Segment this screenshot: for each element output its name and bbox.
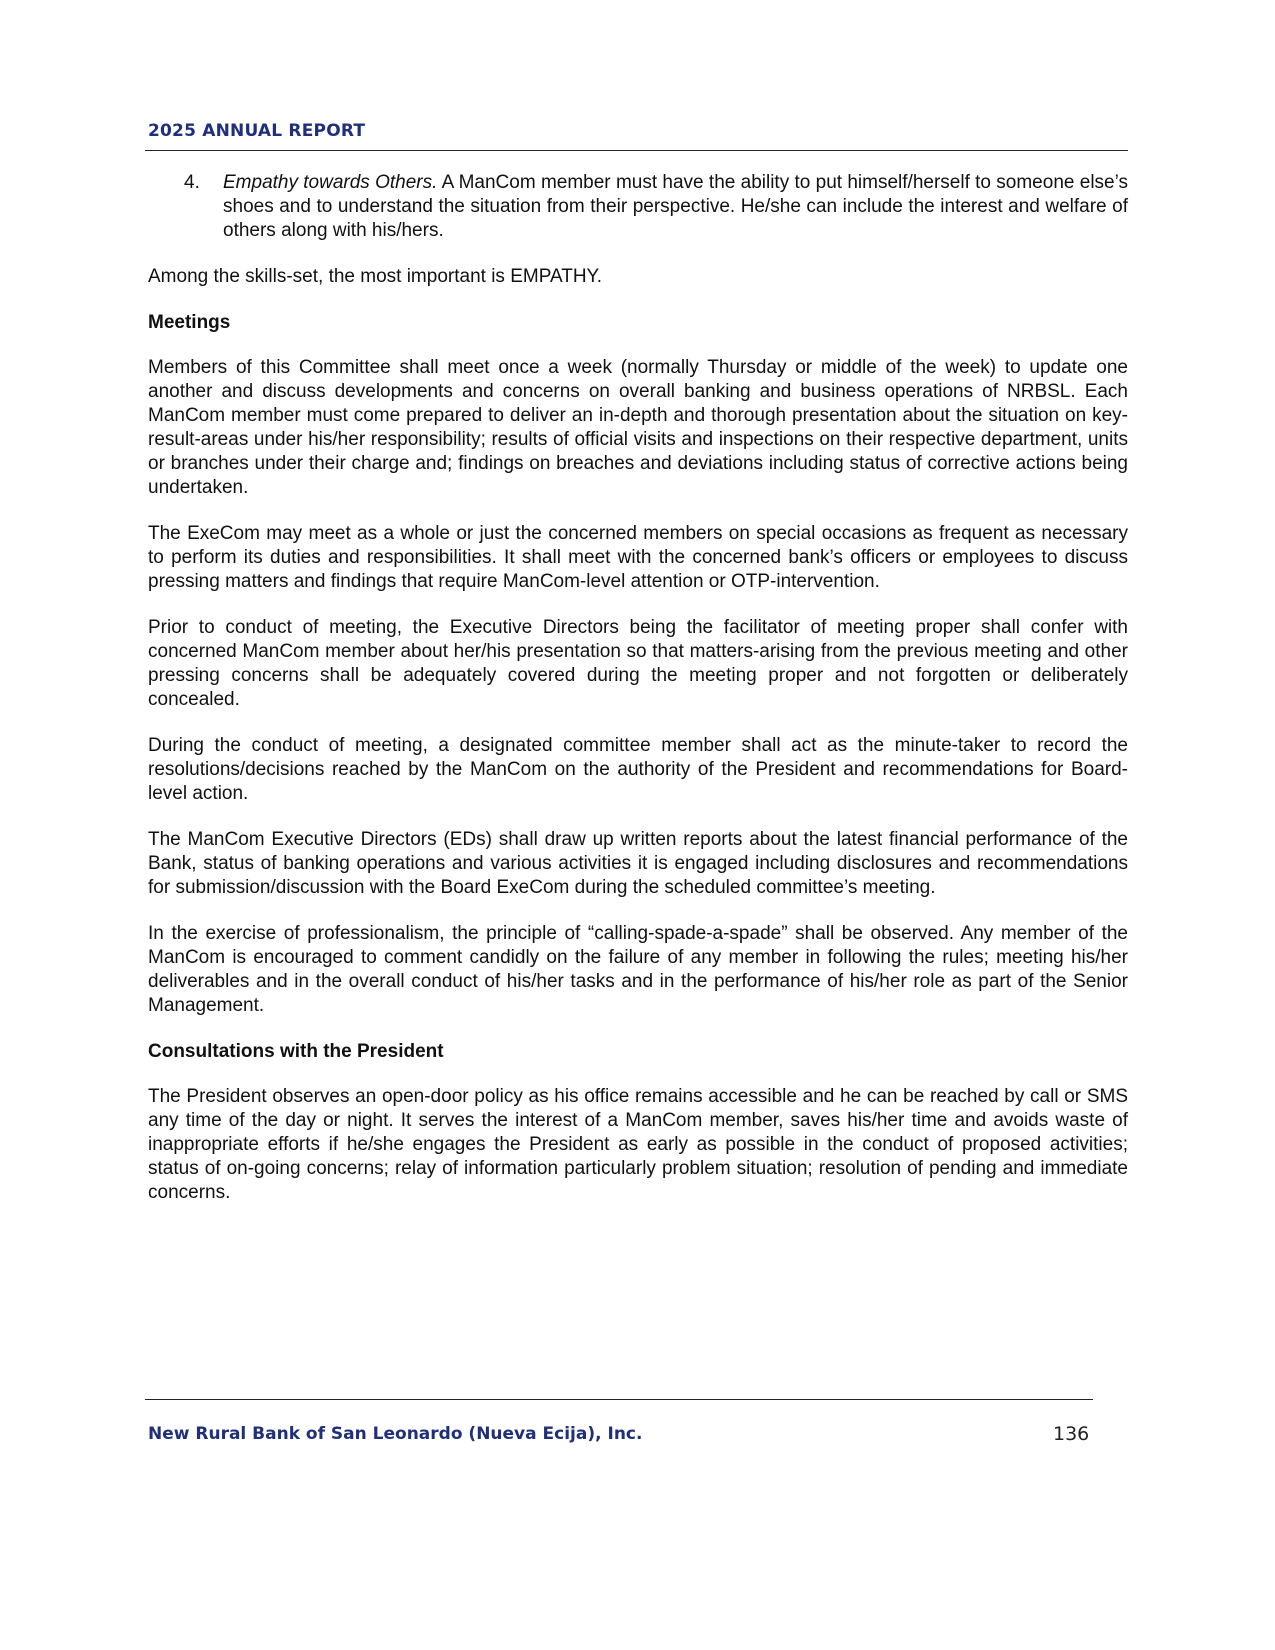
list-item-term: Empathy towards Others. bbox=[223, 172, 438, 193]
report-header-title: 2025 ANNUAL REPORT bbox=[148, 121, 366, 141]
section-heading-consultations: Consultations with the President bbox=[148, 1041, 444, 1062]
page-number: 136 bbox=[1053, 1423, 1090, 1445]
paragraph-meetings-4: During the conduct of meeting, a designated committee member shall act as the minute-taker to record the resolutions/decisions reached by the ManCom on the authority of the President and recommendations for Board-level action. bbox=[148, 735, 1128, 804]
paragraph-meetings-2: The ExeCom may meet as a whole or just the concerned members on special occasions as frequent as necessary to perform its duties and responsibilities. It shall meet with the concerned bank’s officers or employees to discuss pressing matters and findings that require ManCom-level attention or OTP-intervention. bbox=[148, 523, 1128, 592]
footer-divider bbox=[145, 1399, 1093, 1400]
document-body bbox=[148, 171, 1128, 1227]
paragraph-meetings-3: Prior to conduct of meeting, the Executive Directors being the facilitator of meeting proper shall confer with concerned ManCom member about her/his presentation so that matters-arising from the previous meeting and other pressing concerns shall be adequately covered during the meeting proper and not forgotten or deliberately concealed. bbox=[148, 617, 1128, 710]
list-item-text: A ManCom member must have the ability to put himself/herself to someone else’s shoes and to understand the situation from their perspective. He/she can include the interest and welfare of others along with his/hers. bbox=[223, 172, 1128, 241]
paragraph-skills: Among the skills-set, the most important is EMPATHY. bbox=[148, 266, 603, 287]
paragraph-meetings-5: The ManCom Executive Directors (EDs) shall draw up written reports about the latest financial performance of the Bank, status of banking operations and various activities it is engaged including disclosures and recommendations for submission/discussion with the Board ExeCom during the scheduled committee’s meeting. bbox=[148, 829, 1128, 898]
list-item-empathy bbox=[148, 171, 1128, 243]
paragraph-meetings-6: In the exercise of professionalism, the principle of “calling-spade-a-spade” shall be observed. Any member of the ManCom is encouraged to comment candidly on the failure of any member in following the rules; meeting his/her deliverables and in the overall conduct of his/her tasks and in the performance of his/her role as part of the Senior Management. bbox=[148, 923, 1128, 1016]
section-heading-meetings: Meetings bbox=[148, 312, 231, 333]
header-divider bbox=[145, 150, 1128, 151]
list-item-number: 4. bbox=[184, 172, 200, 193]
paragraph-consultations-1: The President observes an open-door policy as his office remains accessible and he can be reached by call or SMS any time of the day or night. It serves the interest of a ManCom member, saves his/her time and avoids waste of inappropriate efforts if he/she engages the President as early as possible in the conduct of proposed activities; status of on-going concerns; relay of information particularly problem situation; resolution of pending and immediate concerns. bbox=[148, 1086, 1128, 1203]
paragraph-meetings-1: Members of this Committee shall meet once a week (normally Thursday or middle of the week) to update one another and discuss developments and concerns on overall banking and business operations of NRBSL. Each ManCom member must come prepared to deliver an in-depth and thorough presentation about the situation on key-result-areas under his/her responsibility; results of official visits and inspections on their respective department, units or branches under their charge and; findings on breaches and deviations including status of corrective actions being undertaken. bbox=[148, 357, 1128, 498]
footer-organization: New Rural Bank of San Leonardo (Nueva Ecija), Inc. bbox=[148, 1424, 643, 1444]
